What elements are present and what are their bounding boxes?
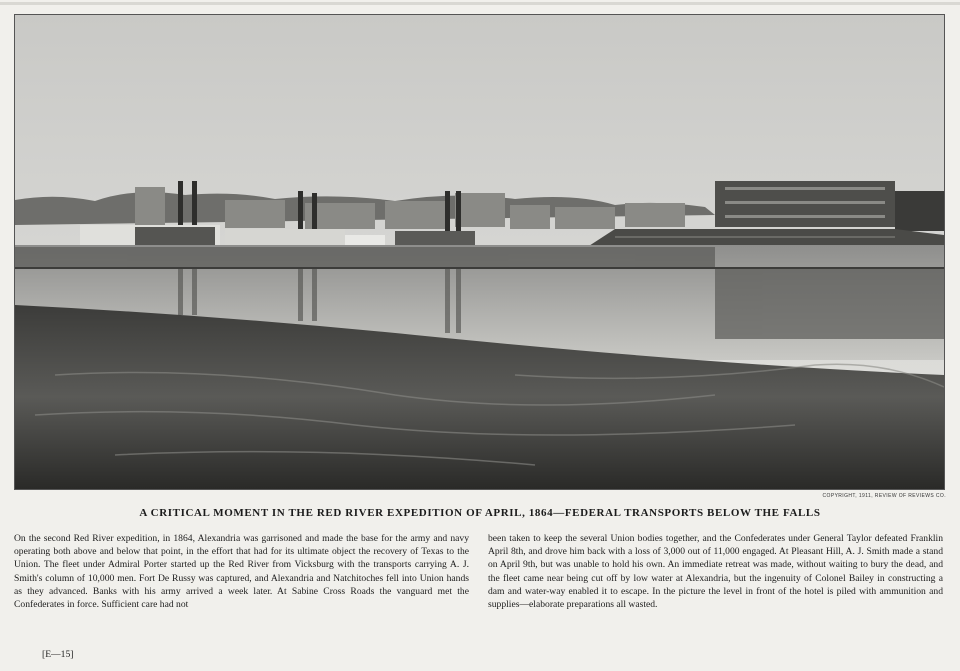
photo-caption: A CRITICAL MOMENT IN THE RED RIVER EXPEDITION OF APRIL, 1864—FEDERAL TRANSPORTS BELOW THE FALLS — [139, 507, 821, 519]
body-text-left-column: On the second Red River expedition, in 1864, Alexandria was garrisoned and made the base for the army and navy operating both above and below that point, in the effort that had for its ultimate object the recovery of Texas to the Union. The fleet under Admiral Porter started up the Red River from Vicksburg with the transports carrying A. J. Smith's column of 10,000 men. Fort De Russy was captured, and Alexandria and Natchitoches fell into Union hands as they advanced. Banks with his army arrived a week later. At Sabine Cross Roads the vanguard met the Confederates in force. Sufficient care had not — [14, 533, 469, 611]
top-rule — [0, 2, 960, 5]
photograph-icon — [15, 15, 944, 489]
body-text-right-column: been taken to keep the several Union bodies together, and the Confederates under General Taylor defeated Franklin April 8th, and drove him back with a loss of 3,000 out of 11,000 engaged. At Pleasant Hill, A. J. Smith made a stand on April 9th, but was unable to hold his own. An immediate retreat was made, without waiting to bury the dead, and the fleet came near being cut off by low water at Alexandria, but the ingenuity of Colonel Bailey in constructing a dam and water-way enabled it to escape. In the picture the level in front of the hotel is piled with ammunition and supplies—elaborate preparations all wasted. — [488, 533, 943, 611]
page-reference: [E—15] — [42, 649, 74, 660]
photo-credit: COPYRIGHT, 1911, REVIEW OF REVIEWS CO. — [822, 493, 946, 499]
river-photograph — [14, 14, 945, 490]
